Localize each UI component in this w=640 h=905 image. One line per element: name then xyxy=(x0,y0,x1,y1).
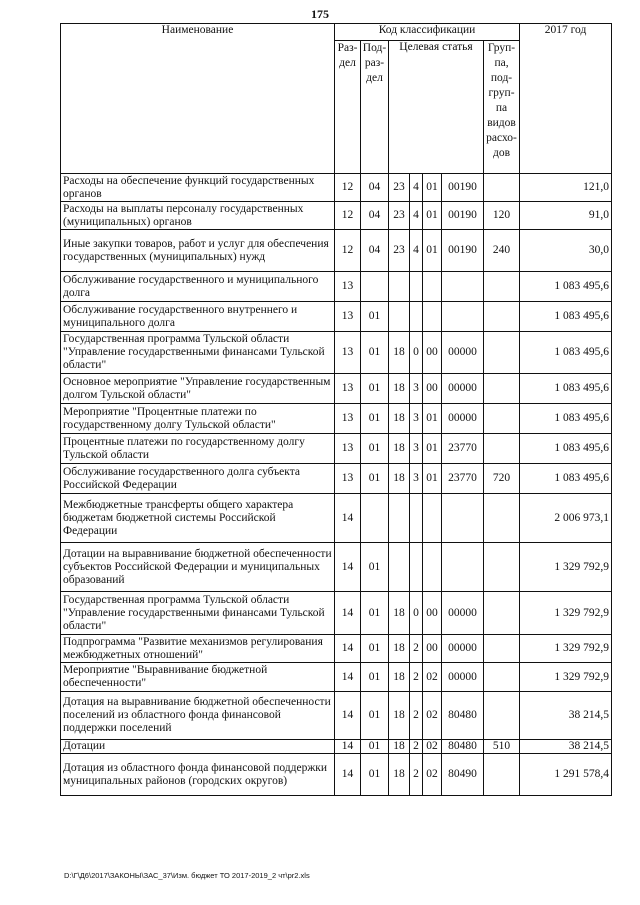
row-amount: 1 083 495,6 xyxy=(520,302,612,332)
row-event-code: 00 xyxy=(423,332,442,374)
row-direction-code xyxy=(442,543,484,592)
row-direction-code xyxy=(442,302,484,332)
row-amount: 38 214,5 xyxy=(520,740,612,754)
row-program-code: 18 xyxy=(389,635,410,663)
row-name: Межбюджетные трансферты общего характера бюджетам бюджетной системы Российской Федерации xyxy=(61,494,335,543)
row-amount: 1 083 495,6 xyxy=(520,332,612,374)
row-section: 12 xyxy=(335,230,361,272)
row-name: Дотация на выравнивание бюджетной обеспеченности поселений из областного фонда финансовой поддержки поселений xyxy=(61,692,335,740)
row-expense-type xyxy=(484,754,520,796)
row-amount: 1 329 792,9 xyxy=(520,663,612,692)
row-subsection xyxy=(361,494,389,543)
row-subsection: 01 xyxy=(361,663,389,692)
row-subsection: 01 xyxy=(361,332,389,374)
table-row xyxy=(61,494,612,543)
row-program-code xyxy=(389,272,410,302)
row-subsection: 01 xyxy=(361,740,389,754)
row-amount: 1 083 495,6 xyxy=(520,374,612,404)
row-name: Основное мероприятие "Управление государственным долгом Тульской области" xyxy=(61,374,335,404)
row-amount: 1 083 495,6 xyxy=(520,272,612,302)
row-event-code: 01 xyxy=(423,202,442,230)
row-expense-type: 240 xyxy=(484,230,520,272)
row-program-code: 18 xyxy=(389,464,410,494)
header-expense-type: Груп-па, под-груп-па видов расхо-дов xyxy=(484,41,520,174)
row-amount: 1 083 495,6 xyxy=(520,434,612,464)
row-expense-type xyxy=(484,592,520,635)
row-direction-code: 00000 xyxy=(442,663,484,692)
row-subprogram-code xyxy=(410,494,423,543)
row-subsection: 01 xyxy=(361,543,389,592)
row-expense-type xyxy=(484,174,520,202)
table-row xyxy=(61,635,612,663)
row-program-code: 18 xyxy=(389,332,410,374)
row-expense-type xyxy=(484,332,520,374)
row-subprogram-code: 4 xyxy=(410,230,423,272)
row-event-code xyxy=(423,302,442,332)
row-section: 13 xyxy=(335,434,361,464)
table-row xyxy=(61,332,612,374)
header-name: Наименование xyxy=(61,24,335,174)
row-direction-code xyxy=(442,494,484,543)
row-event-code: 01 xyxy=(423,404,442,434)
row-name: Дотации на выравнивание бюджетной обеспеченности субъектов Российской Федерации и муниципальных образований xyxy=(61,543,335,592)
row-name: Мероприятие "Процентные платежи по государственному долгу Тульской области" xyxy=(61,404,335,434)
row-name: Обслуживание государственного долга субъекта Российской Федерации xyxy=(61,464,335,494)
row-event-code: 02 xyxy=(423,740,442,754)
row-program-code: 18 xyxy=(389,663,410,692)
row-event-code: 01 xyxy=(423,174,442,202)
row-section: 13 xyxy=(335,374,361,404)
row-expense-type: 510 xyxy=(484,740,520,754)
row-expense-type xyxy=(484,692,520,740)
row-program-code: 23 xyxy=(389,230,410,272)
row-subsection: 01 xyxy=(361,374,389,404)
row-expense-type xyxy=(484,543,520,592)
row-section: 14 xyxy=(335,592,361,635)
row-expense-type xyxy=(484,374,520,404)
row-section: 14 xyxy=(335,692,361,740)
row-amount: 91,0 xyxy=(520,202,612,230)
row-program-code: 18 xyxy=(389,404,410,434)
file-path-footer: D:\Г\Д6\2017\ЗАКОНЫ\ЗАС_37\Изм. бюджет ТО 2017-2019_2 чт\pr2.xls xyxy=(64,871,310,880)
row-amount: 121,0 xyxy=(520,174,612,202)
row-subprogram-code: 2 xyxy=(410,740,423,754)
row-event-code: 01 xyxy=(423,434,442,464)
row-expense-type xyxy=(484,302,520,332)
row-name: Государственная программа Тульской области "Управление государственными финансами Тульской области" xyxy=(61,592,335,635)
row-section: 13 xyxy=(335,332,361,374)
row-event-code: 01 xyxy=(423,230,442,272)
table-row xyxy=(61,202,612,230)
row-event-code xyxy=(423,272,442,302)
row-name: Подпрограмма "Развитие механизмов регулирования межбюджетных отношений" xyxy=(61,635,335,663)
row-amount: 1 329 792,9 xyxy=(520,635,612,663)
row-expense-type xyxy=(484,635,520,663)
row-expense-type: 120 xyxy=(484,202,520,230)
row-name: Дотации xyxy=(61,740,335,754)
row-section: 13 xyxy=(335,404,361,434)
row-subsection: 01 xyxy=(361,302,389,332)
table-row xyxy=(61,404,612,434)
row-direction-code: 00000 xyxy=(442,404,484,434)
row-direction-code: 00000 xyxy=(442,592,484,635)
row-subsection: 01 xyxy=(361,592,389,635)
row-subprogram-code: 2 xyxy=(410,635,423,663)
row-subprogram-code: 0 xyxy=(410,332,423,374)
row-subprogram-code: 3 xyxy=(410,374,423,404)
row-name: Дотация из областного фонда финансовой поддержки муниципальных районов (городских округов) xyxy=(61,754,335,796)
row-subprogram-code: 4 xyxy=(410,174,423,202)
row-expense-type xyxy=(484,663,520,692)
row-direction-code: 00000 xyxy=(442,635,484,663)
table-row xyxy=(61,754,612,796)
row-subprogram-code: 3 xyxy=(410,434,423,464)
row-subsection: 04 xyxy=(361,174,389,202)
row-direction-code: 23770 xyxy=(442,434,484,464)
row-program-code: 23 xyxy=(389,202,410,230)
row-subprogram-code: 3 xyxy=(410,404,423,434)
row-direction-code: 80490 xyxy=(442,754,484,796)
row-section: 14 xyxy=(335,754,361,796)
row-event-code: 02 xyxy=(423,754,442,796)
row-name: Расходы на выплаты персоналу государственных (муниципальных) органов xyxy=(61,202,335,230)
row-expense-type xyxy=(484,494,520,543)
row-event-code: 00 xyxy=(423,635,442,663)
row-event-code: 02 xyxy=(423,663,442,692)
row-subsection: 01 xyxy=(361,692,389,740)
row-program-code: 18 xyxy=(389,374,410,404)
row-amount: 1 291 578,4 xyxy=(520,754,612,796)
row-name: Мероприятие "Выравнивание бюджетной обеспеченности" xyxy=(61,663,335,692)
row-subsection: 04 xyxy=(361,202,389,230)
row-section: 14 xyxy=(335,543,361,592)
row-section: 14 xyxy=(335,635,361,663)
row-subsection: 01 xyxy=(361,754,389,796)
row-name: Расходы на обеспечение функций государственных органов xyxy=(61,174,335,202)
row-program-code xyxy=(389,302,410,332)
table-row xyxy=(61,663,612,692)
table-row xyxy=(61,230,612,272)
row-subprogram-code: 2 xyxy=(410,754,423,796)
row-section: 14 xyxy=(335,494,361,543)
budget-table xyxy=(60,23,612,796)
row-event-code: 00 xyxy=(423,592,442,635)
table-body xyxy=(61,174,612,796)
table-row xyxy=(61,592,612,635)
row-event-code xyxy=(423,543,442,592)
row-amount: 1 329 792,9 xyxy=(520,592,612,635)
row-event-code: 01 xyxy=(423,464,442,494)
row-subsection xyxy=(361,272,389,302)
row-name: Обслуживание государственного внутреннего и муниципального долга xyxy=(61,302,335,332)
header-code-group: Код классификации xyxy=(335,24,520,41)
row-event-code: 02 xyxy=(423,692,442,740)
row-direction-code: 00190 xyxy=(442,202,484,230)
row-direction-code: 80480 xyxy=(442,692,484,740)
row-subprogram-code: 2 xyxy=(410,663,423,692)
row-name: Государственная программа Тульской области "Управление государственными финансами Тульской области" xyxy=(61,332,335,374)
header-section: Раз-дел xyxy=(335,41,361,174)
row-program-code xyxy=(389,494,410,543)
row-amount: 30,0 xyxy=(520,230,612,272)
row-expense-type xyxy=(484,434,520,464)
row-subsection: 04 xyxy=(361,230,389,272)
row-program-code: 18 xyxy=(389,692,410,740)
row-direction-code: 00190 xyxy=(442,174,484,202)
row-event-code: 00 xyxy=(423,374,442,404)
row-subsection: 01 xyxy=(361,464,389,494)
row-subprogram-code xyxy=(410,543,423,592)
header-target-article: Целевая статья xyxy=(389,41,484,174)
row-program-code: 18 xyxy=(389,592,410,635)
table-row xyxy=(61,543,612,592)
row-section: 13 xyxy=(335,464,361,494)
row-subprogram-code: 4 xyxy=(410,202,423,230)
row-program-code: 18 xyxy=(389,740,410,754)
row-amount: 38 214,5 xyxy=(520,692,612,740)
row-section: 13 xyxy=(335,272,361,302)
row-subprogram-code xyxy=(410,272,423,302)
row-event-code xyxy=(423,494,442,543)
row-amount: 1 329 792,9 xyxy=(520,543,612,592)
table-row xyxy=(61,692,612,740)
header-subsection: Под-раз-дел xyxy=(361,41,389,174)
row-direction-code: 80480 xyxy=(442,740,484,754)
table-row xyxy=(61,740,612,754)
row-section: 13 xyxy=(335,302,361,332)
page-number: 175 xyxy=(311,7,329,21)
row-name: Иные закупки товаров, работ и услуг для обеспечения государственных (муниципальных) нужд xyxy=(61,230,335,272)
row-subprogram-code xyxy=(410,302,423,332)
row-direction-code: 00190 xyxy=(442,230,484,272)
row-direction-code: 00000 xyxy=(442,332,484,374)
row-subprogram-code: 3 xyxy=(410,464,423,494)
table-row xyxy=(61,374,612,404)
row-section: 14 xyxy=(335,740,361,754)
row-amount: 1 083 495,6 xyxy=(520,404,612,434)
table-row xyxy=(61,174,612,202)
row-subsection: 01 xyxy=(361,434,389,464)
row-expense-type xyxy=(484,272,520,302)
row-direction-code xyxy=(442,272,484,302)
row-direction-code: 00000 xyxy=(442,374,484,404)
table-row xyxy=(61,434,612,464)
table-row xyxy=(61,302,612,332)
row-section: 14 xyxy=(335,663,361,692)
table-row xyxy=(61,464,612,494)
row-expense-type: 720 xyxy=(484,464,520,494)
row-name: Обслуживание государственного и муниципального долга xyxy=(61,272,335,302)
header-year: 2017 год xyxy=(520,24,612,174)
row-amount: 1 083 495,6 xyxy=(520,464,612,494)
row-program-code: 18 xyxy=(389,754,410,796)
row-subprogram-code: 2 xyxy=(410,692,423,740)
row-section: 12 xyxy=(335,202,361,230)
row-program-code: 23 xyxy=(389,174,410,202)
row-direction-code: 23770 xyxy=(442,464,484,494)
row-program-code: 18 xyxy=(389,434,410,464)
row-expense-type xyxy=(484,404,520,434)
row-name: Процентные платежи по государственному долгу Тульской области xyxy=(61,434,335,464)
row-subsection: 01 xyxy=(361,635,389,663)
row-subsection: 01 xyxy=(361,404,389,434)
row-section: 12 xyxy=(335,174,361,202)
row-amount: 2 006 973,1 xyxy=(520,494,612,543)
row-subprogram-code: 0 xyxy=(410,592,423,635)
row-program-code xyxy=(389,543,410,592)
table-row xyxy=(61,272,612,302)
